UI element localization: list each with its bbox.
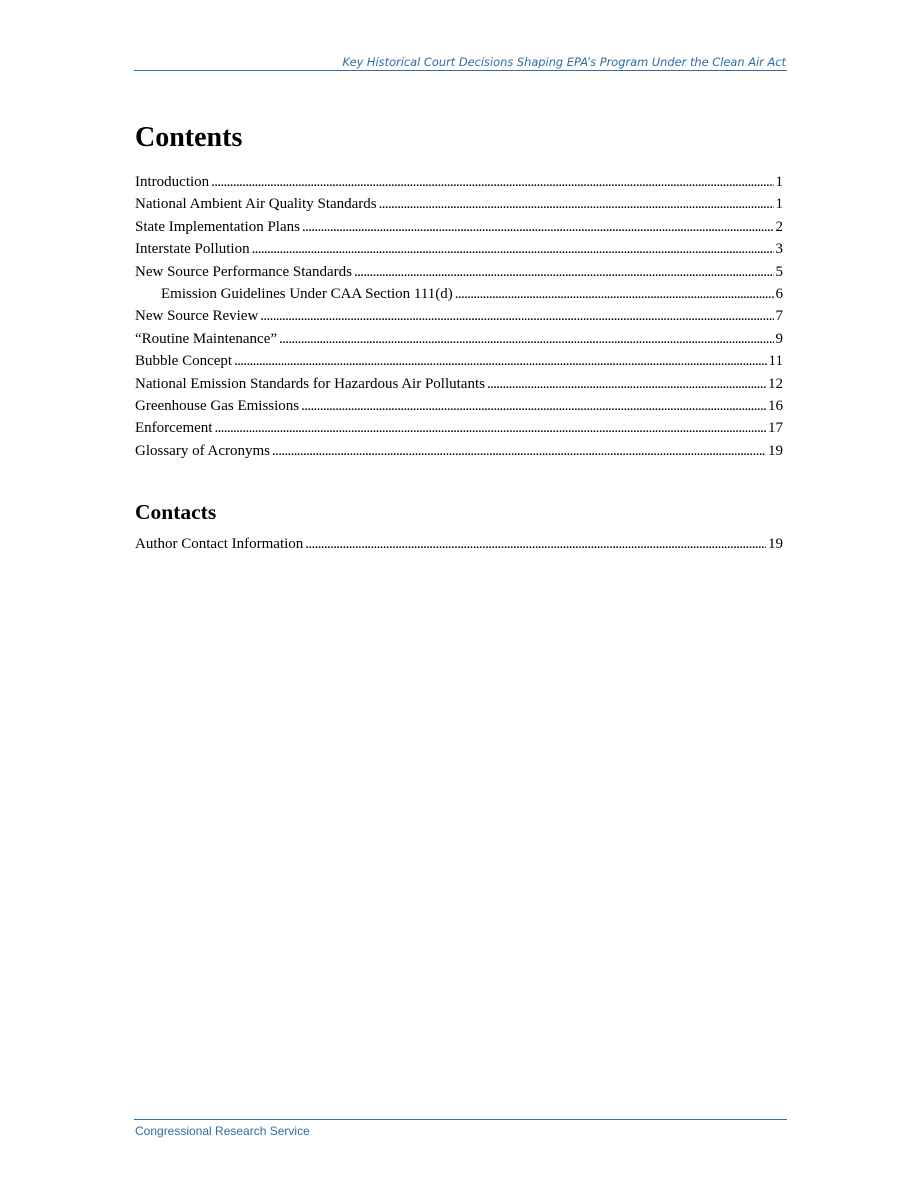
toc-entry-label: New Source Performance Standards [135, 263, 353, 280]
toc-entry-label: Bubble Concept [135, 353, 233, 370]
dot-leader [379, 196, 774, 213]
toc-entry-page: 7 [775, 308, 783, 325]
footer-organization: Congressional Research Service [135, 1124, 310, 1138]
toc-entry-page: 1 [775, 174, 783, 190]
dot-leader [252, 241, 774, 258]
toc-entry[interactable] [135, 443, 783, 465]
dot-leader [305, 536, 766, 553]
toc-entry-label: “Routine Maintenance” [135, 330, 278, 347]
toc-entry-label: Author Contact Information [135, 536, 304, 552]
toc-entry-page: 3 [775, 241, 783, 258]
toc-entry[interactable] [135, 536, 783, 558]
toc-entry[interactable] [135, 264, 783, 286]
dot-leader [302, 219, 774, 236]
toc-entry-page: 12 [768, 375, 783, 392]
toc-entry-label: Glossary of Acronyms [135, 442, 270, 459]
dot-leader [279, 331, 773, 348]
toc-entry-page: 2 [775, 218, 783, 235]
dot-leader [272, 443, 766, 460]
toc-entry[interactable] [135, 398, 783, 420]
toc-entry[interactable] [135, 376, 783, 398]
toc-entry[interactable] [135, 219, 783, 241]
toc-entry-page: 9 [775, 330, 783, 347]
toc-entry-label: Emission Guidelines Under CAA Section 111(d) [161, 285, 453, 302]
dot-leader [214, 420, 766, 437]
contents-list [135, 174, 783, 465]
dot-leader [301, 398, 766, 415]
toc-entry-label: National Ambient Air Quality Standards [135, 196, 377, 213]
toc-entry[interactable] [135, 420, 783, 442]
toc-entry[interactable] [135, 174, 783, 196]
toc-entry-page: 5 [775, 263, 783, 280]
toc-entry[interactable] [135, 308, 783, 330]
toc-entry-label: Introduction [135, 174, 210, 190]
page-footer [134, 1119, 787, 1138]
contents-heading: Contents [135, 122, 243, 153]
contacts-heading: Contacts [135, 500, 217, 524]
dot-leader [234, 353, 766, 370]
toc-entry-label: New Source Review [135, 308, 259, 325]
toc-entry[interactable] [135, 353, 783, 375]
toc-entry[interactable] [135, 196, 783, 218]
toc-entry-label: Greenhouse Gas Emissions [135, 397, 300, 414]
toc-entry-label: National Emission Standards for Hazardous Air Pollutants [135, 375, 485, 392]
running-title: Key Historical Court Decisions Shaping EPA’s Program Under the Clean Air Act [342, 55, 786, 69]
toc-entry-page: 6 [775, 285, 783, 302]
dot-leader [487, 376, 766, 393]
toc-entry-page: 11 [768, 353, 783, 370]
dot-leader [211, 174, 773, 191]
toc-entry-page: 19 [768, 442, 783, 459]
contacts-list [135, 536, 783, 558]
toc-entry[interactable] [135, 241, 783, 263]
toc-entry[interactable] [135, 331, 783, 353]
toc-entry-label: Enforcement [135, 420, 213, 437]
dot-leader [455, 286, 774, 303]
toc-entry-page: 19 [768, 536, 783, 552]
toc-entry-page: 17 [768, 420, 783, 437]
toc-entry-page: 1 [775, 196, 783, 213]
toc-entry-page: 16 [768, 397, 783, 414]
toc-subentry[interactable] [135, 286, 783, 308]
toc-entry-label: State Implementation Plans [135, 218, 300, 235]
toc-entry-label: Interstate Pollution [135, 241, 250, 258]
dot-leader [354, 264, 773, 281]
dot-leader [260, 308, 773, 325]
running-header [134, 50, 787, 71]
